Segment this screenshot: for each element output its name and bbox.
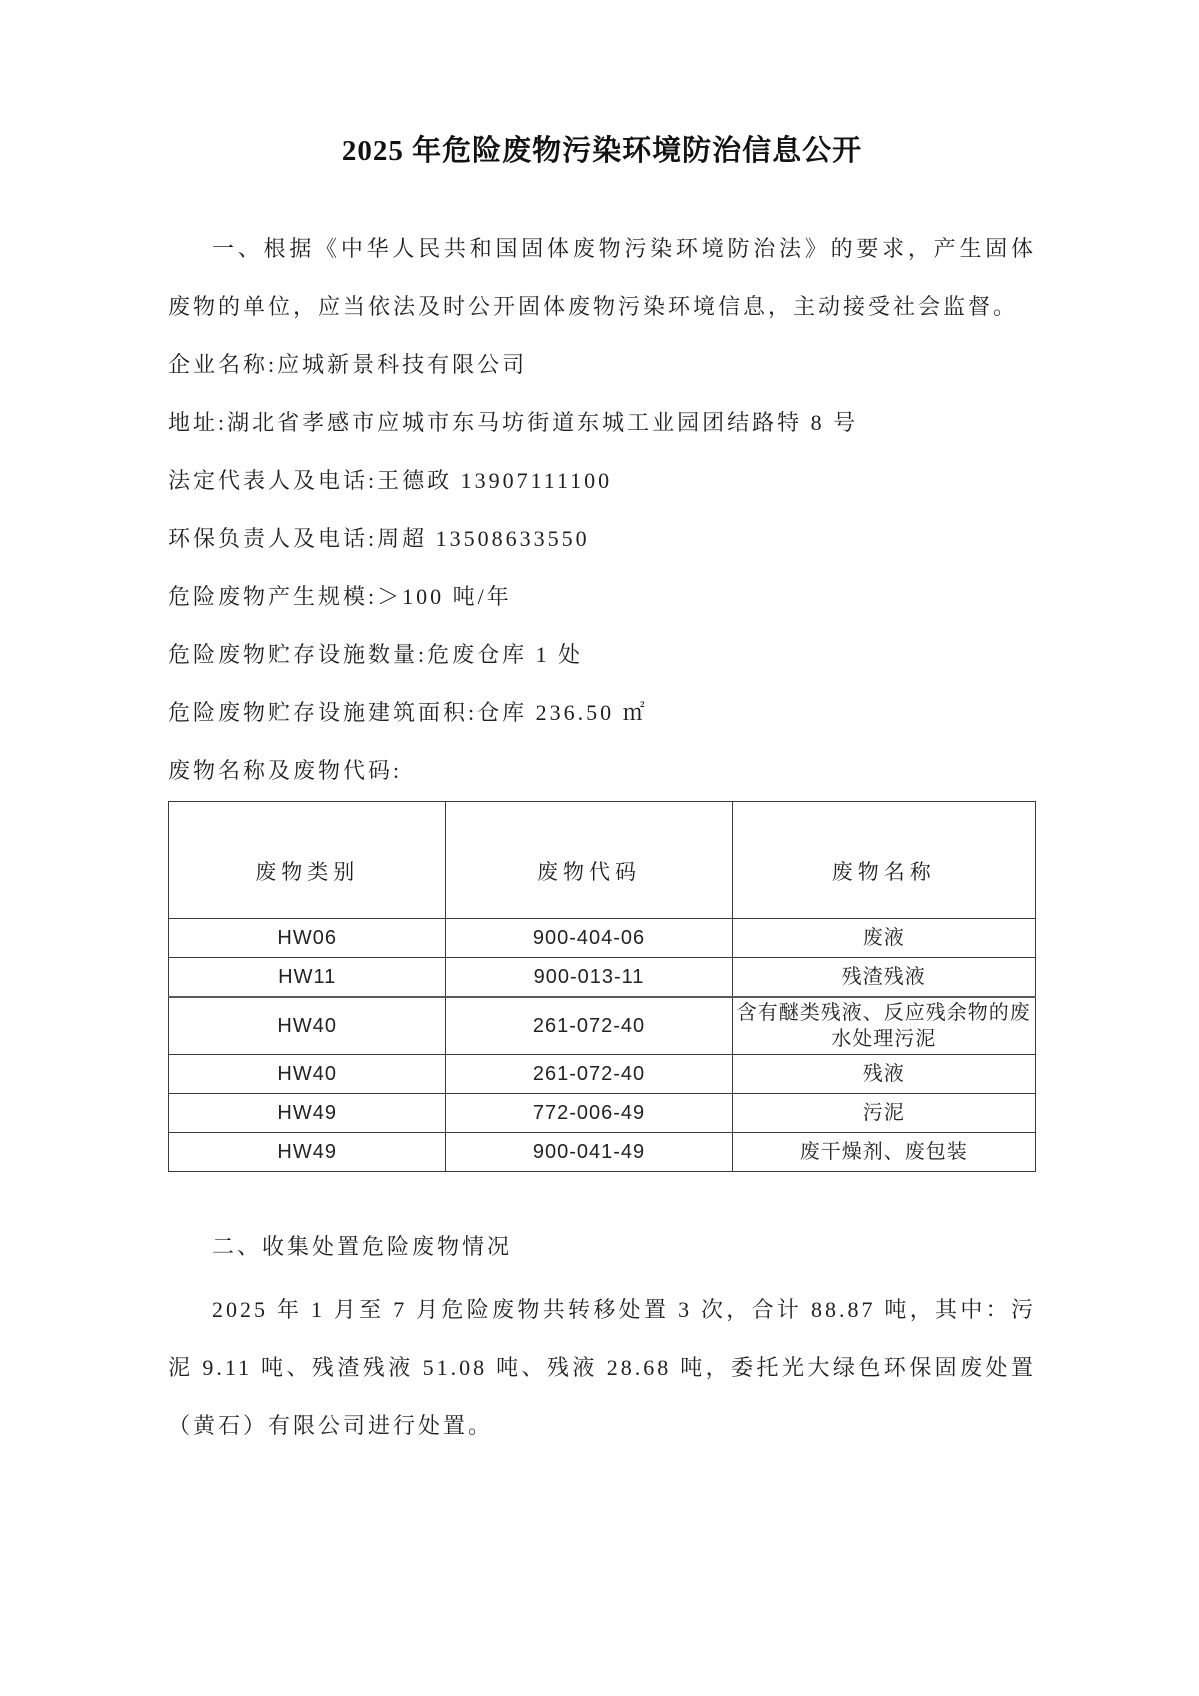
info-line-company-name: 企业名称:应城新景科技有限公司 [168, 352, 528, 377]
table-row [169, 919, 1036, 958]
info-line-waste-codes-label: 废物名称及废物代码: [168, 758, 403, 783]
table-cell-name: 污泥 [732, 1094, 1035, 1133]
section2-heading: 二、收集处置危险废物情况 [212, 1234, 513, 1259]
table-cell-category: HW40 [169, 997, 446, 1055]
table-cell-code: 900-041-49 [446, 1133, 732, 1172]
table-header-row [169, 802, 1036, 919]
table-row [169, 1055, 1036, 1094]
info-line-storage-facility-count: 危险废物贮存设施数量:危废仓库 1 处 [168, 642, 584, 667]
info-line-environmental-officer-phone: 环保负责人及电话:周超 13508633550 [168, 526, 590, 551]
table-header-waste-name: 废物名称 [732, 802, 1035, 919]
info-line-waste-generation-scale: 危险废物产生规模:＞100 吨/年 [168, 584, 512, 609]
info-line-storage-facility-area: 危险废物贮存设施建筑面积:仓库 236.50 ㎡ [168, 700, 648, 725]
table-row [169, 958, 1036, 998]
intro-paragraph: 一、根据《中华人民共和国固体废物污染环境防治法》的要求，产生固体废物的单位，应当依法及时公开固体废物污染环境信息，主动接受社会监督。 [168, 236, 1036, 319]
table-cell-category: HW11 [169, 958, 446, 998]
table-cell-code: 772-006-49 [446, 1094, 732, 1133]
table-cell-name: 残液 [732, 1055, 1035, 1094]
waste-code-table [168, 801, 1036, 1172]
table-header-waste-category: 废物类别 [169, 802, 446, 919]
table-cell-code: 900-013-11 [446, 958, 732, 998]
table-header-waste-code: 废物代码 [446, 802, 732, 919]
table-cell-name: 废液 [732, 919, 1035, 958]
table-row [169, 1094, 1036, 1133]
table-row [169, 1133, 1036, 1172]
table-cell-category: HW40 [169, 1055, 446, 1094]
info-line-legal-representative-phone: 法定代表人及电话:王德政 13907111100 [168, 468, 613, 493]
table-cell-code: 900-404-06 [446, 919, 732, 958]
table-cell-category: HW49 [169, 1094, 446, 1133]
section2-paragraph: 2025 年 1 月至 7 月危险废物共转移处置 3 次，合计 88.87 吨，其中：污泥 9.11 吨、残渣残液 51.08 吨、残液 28.68 吨，委托光大绿色环保固废处置（黄石）有限公司进行处置。 [168, 1297, 1036, 1438]
table-cell-category: HW49 [169, 1133, 446, 1172]
table-cell-code: 261-072-40 [446, 1055, 732, 1094]
info-line-address: 地址:湖北省孝感市应城市东马坊街道东城工业园团结路特 8 号 [168, 410, 859, 435]
table-cell-name: 废干燥剂、废包装 [732, 1133, 1035, 1172]
table-cell-code: 261-072-40 [446, 997, 732, 1055]
table-row [169, 997, 1036, 1055]
document-title: 2025 年危险废物污染环境防治信息公开 [341, 135, 863, 167]
table-cell-category: HW06 [169, 919, 446, 958]
table-cell-name: 残渣残液 [732, 958, 1035, 998]
table-cell-name: 含有醚类残液、反应残余物的废水处理污泥 [732, 997, 1035, 1055]
